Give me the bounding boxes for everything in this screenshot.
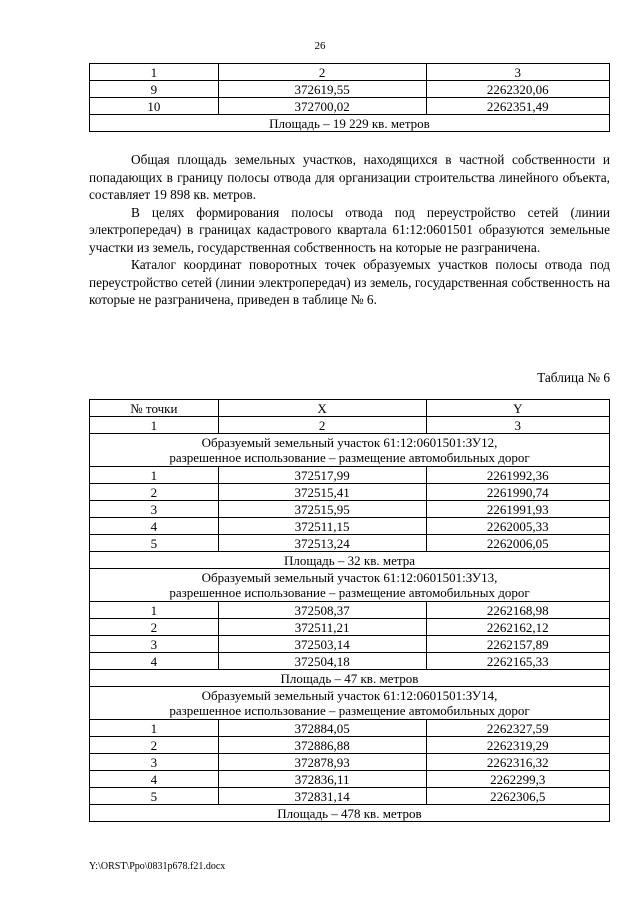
table-cell: 4 (90, 518, 219, 535)
table-header-row (90, 400, 610, 417)
table-cell: 372515,95 (218, 501, 426, 518)
section-usage-line: разрешенное использование – размещение автомобильных дорог (169, 703, 530, 718)
table-row (90, 467, 610, 484)
table-row (90, 602, 610, 619)
table-row (90, 788, 610, 805)
table-cell: 2262162,12 (426, 619, 609, 636)
section-title-cell (90, 687, 610, 720)
table-row (90, 501, 610, 518)
table-cell: 1 (90, 720, 219, 737)
table-row (90, 81, 610, 98)
table-cell: 372884,05 (218, 720, 426, 737)
table-cell: 3 (90, 754, 219, 771)
table-row (90, 653, 610, 670)
section-usage-line: разрешенное использование – размещение автомобильных дорог (169, 450, 530, 465)
table-cell: 372508,37 (218, 602, 426, 619)
section-title-row (90, 687, 610, 720)
body-text (89, 151, 610, 309)
table-cell: 372700,02 (218, 98, 426, 115)
table-cell: 2262005,33 (426, 518, 609, 535)
table-cell: 372511,15 (218, 518, 426, 535)
table-cell: 3 (426, 64, 609, 81)
table-cell: 2262320,06 (426, 81, 609, 98)
table-cell: 372511,21 (218, 619, 426, 636)
table-row (90, 636, 610, 653)
table-cell: 2 (90, 737, 219, 754)
section-title-cell (90, 569, 610, 602)
table-row (90, 535, 610, 552)
file-path-footer: Y:\ORST\Ppo\0831p678.f21.docx (89, 861, 226, 872)
table-cell: Y (426, 400, 609, 417)
section-title-cell (90, 434, 610, 467)
section-title-line: Образуемый земельный участок 61:12:0601501:ЗУ14, (201, 688, 498, 703)
paragraph: Каталог координат поворотных точек образуемых участков полосы отвода под переустройство сетей (линии электропередач) из земель, государственная собственность на которые не разграничена, приведен в таблице № 6. (89, 257, 610, 307)
column-number-row (90, 417, 610, 434)
section-title-line: Образуемый земельный участок 61:12:0601501:ЗУ12, (201, 435, 498, 450)
area-row (90, 552, 610, 569)
section-usage-line: разрешенное использование – размещение автомобильных дорог (169, 585, 530, 600)
area-row (90, 115, 610, 132)
table-cell: 2 (90, 619, 219, 636)
table-cell: 2262316,32 (426, 754, 609, 771)
table-cell: 2262168,98 (426, 602, 609, 619)
table-row (90, 720, 610, 737)
table-cell: 372515,41 (218, 484, 426, 501)
table-cell: № точки (90, 400, 219, 417)
table-row (90, 619, 610, 636)
table-cell: 2262299,3 (426, 771, 609, 788)
table-cell: 372504,18 (218, 653, 426, 670)
paragraph: Общая площадь земельных участков, находящихся в частной собственности и попадающих в границу полосы отвода для организации строительства линейного объекта, составляет 19 898 кв. метров. (89, 152, 610, 202)
table-cell: 2261991,93 (426, 501, 609, 518)
table-row (90, 737, 610, 754)
area-row (90, 805, 610, 822)
area-cell: Площадь – 47 кв. метров (90, 670, 610, 687)
table-6 (89, 399, 610, 822)
table-cell: 2 (218, 417, 426, 434)
table-cell: 9 (90, 81, 219, 98)
table-cell: 2 (90, 484, 219, 501)
table-header-row (90, 64, 610, 81)
table-cell: 2262006,05 (426, 535, 609, 552)
area-cell: Площадь – 478 кв. метров (90, 805, 610, 822)
table-cell: 3 (90, 636, 219, 653)
page-number: 26 (314, 40, 326, 52)
area-cell: Площадь – 32 кв. метра (90, 552, 610, 569)
table-cell: 2262306,5 (426, 788, 609, 805)
table-cell: 2262165,33 (426, 653, 609, 670)
table-cell: X (218, 400, 426, 417)
table-row (90, 518, 610, 535)
table-cell: 2261992,36 (426, 467, 609, 484)
table-cell: 5 (90, 535, 219, 552)
table-row (90, 754, 610, 771)
table-row (90, 484, 610, 501)
table-cell: 372836,11 (218, 771, 426, 788)
table-cell: 3 (90, 501, 219, 518)
table-cell: 10 (90, 98, 219, 115)
table-row (90, 771, 610, 788)
table-cell: 2262351,49 (426, 98, 609, 115)
table-cell: 1 (90, 602, 219, 619)
table-cell: 2 (218, 64, 426, 81)
table-cell: 4 (90, 653, 219, 670)
table-cell: 372831,14 (218, 788, 426, 805)
table-cell: 372619,55 (218, 81, 426, 98)
coordinates-table-continued (89, 63, 610, 132)
table-cell: 372517,99 (218, 467, 426, 484)
table-cell: 372513,24 (218, 535, 426, 552)
section-title-row (90, 569, 610, 602)
table-cell: 2262157,89 (426, 636, 609, 653)
table-cell: 5 (90, 788, 219, 805)
table-cell: 1 (90, 467, 219, 484)
table-cell: 372886,88 (218, 737, 426, 754)
table-cell: 1 (90, 417, 219, 434)
table-cell: 2262327,59 (426, 720, 609, 737)
table-cell: 4 (90, 771, 219, 788)
table-cell: 372503,14 (218, 636, 426, 653)
paragraph: В целях формирования полосы отвода под переустройство сетей (линии электропередач) в границах кадастрового квартала 61:12:0601501 образуются земельные участки из земель, государственная собственность на которые не разграничена. (89, 204, 610, 255)
table-cell: 2261990,74 (426, 484, 609, 501)
area-cell: Площадь – 19 229 кв. метров (90, 115, 610, 132)
table-caption: Таблица № 6 (537, 370, 610, 385)
table-row (90, 98, 610, 115)
table-cell: 1 (90, 64, 219, 81)
section-title-line: Образуемый земельный участок 61:12:0601501:ЗУ13, (201, 570, 498, 585)
table-cell: 2262319,29 (426, 737, 609, 754)
table-cell: 3 (426, 417, 609, 434)
section-title-row (90, 434, 610, 467)
area-row (90, 670, 610, 687)
table-cell: 372878,93 (218, 754, 426, 771)
